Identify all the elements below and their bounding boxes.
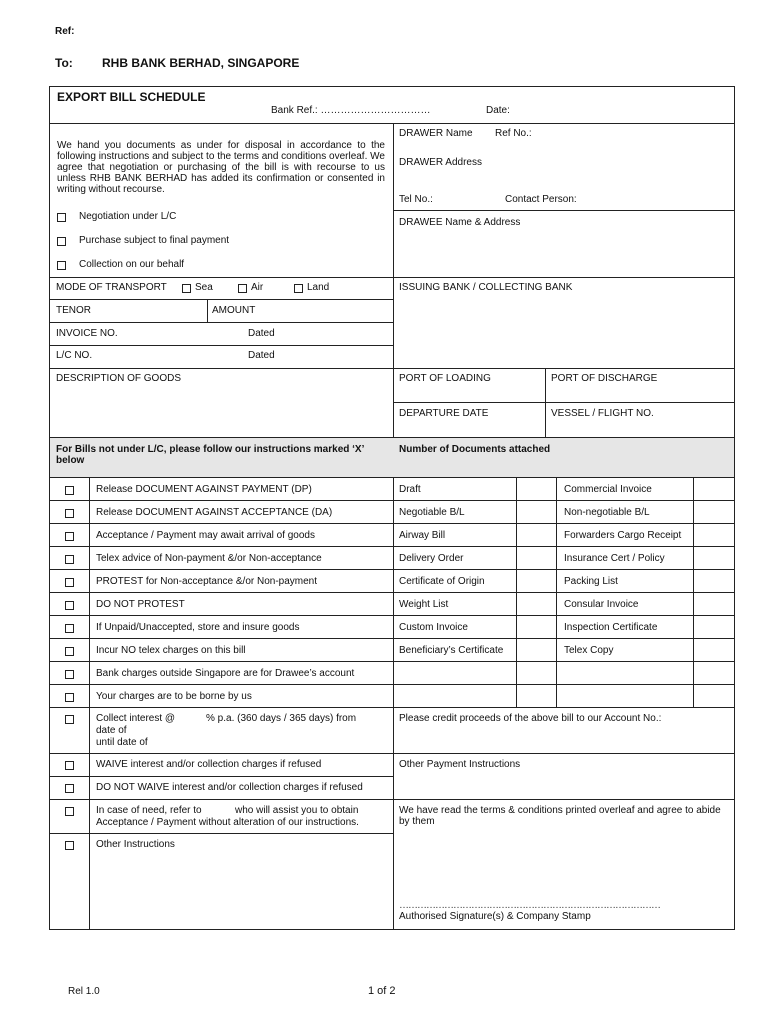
credit-proceeds-field[interactable]: Please credit proceeds of the above bill to our Account No.: [399,713,662,724]
instruction-label: Your charges are to be borne by us [96,691,252,702]
instruction-label: Release DOCUMENT AGAINST ACCEPTANCE (DA) [96,507,333,518]
other-instructions-checkbox[interactable] [65,841,74,850]
document-label: Telex Copy [564,645,614,656]
instruction-label: Incur NO telex charges on this bill [96,645,246,656]
instruction-checkbox[interactable] [65,555,74,564]
document-label: Packing List [564,576,618,587]
document-label: Inspection Certificate [564,622,658,633]
air-label: Air [251,282,264,293]
description-field[interactable]: DESCRIPTION OF GOODS [56,373,182,384]
page-number: 1 of 2 [368,985,396,997]
document-label: Insurance Cert / Policy [564,553,665,564]
waive-label: WAIVE interest and/or collection charges if refused [96,759,322,770]
instruction-checkbox[interactable] [65,601,74,610]
drawer-name-field[interactable]: DRAWER Name [399,128,473,139]
schedule-title: EXPORT BILL SCHEDULE [57,90,206,104]
ref-no-field[interactable]: Ref No.: [495,128,532,139]
date-field[interactable]: Date: [486,105,510,116]
case-of-need-line2: Acceptance / Payment without alteration of our instructions. [96,817,359,828]
land-label: Land [307,282,330,293]
instruction-checkbox[interactable] [65,578,74,587]
invoice-dated-field[interactable]: Dated [248,328,275,339]
amount-field[interactable]: AMOUNT [212,305,256,316]
documents-header: Number of Documents attached [399,444,551,455]
to-label: To: [55,56,73,70]
instruction-label: Release DOCUMENT AGAINST PAYMENT (DP) [96,484,312,495]
agreement-text: We have read the terms & conditions printed overleaf and agree to abide by them [399,805,721,827]
drawer-address-field[interactable]: DRAWER Address [399,157,482,168]
vessel-field[interactable]: VESSEL / FLIGHT NO. [551,408,654,419]
instruction-checkbox[interactable] [65,532,74,541]
collection-checkbox[interactable] [57,261,66,270]
air-checkbox[interactable] [238,284,247,293]
departure-date-field[interactable]: DEPARTURE DATE [399,408,489,419]
document-label: Weight List [399,599,449,610]
instruction-label: Acceptance / Payment may await arrival of goods [96,530,315,541]
interest-checkbox[interactable] [65,715,74,724]
ref-label: Ref: [55,26,75,37]
interest-line2: date of [96,725,127,736]
document-label: Certificate of Origin [399,576,485,587]
document-label: Beneficiary’s Certificate [399,645,504,656]
document-label: Custom Invoice [399,622,468,633]
invoice-no-field[interactable]: INVOICE NO. [56,328,118,339]
contact-person-field[interactable]: Contact Person: [505,194,577,205]
land-checkbox[interactable] [294,284,303,293]
sea-label: Sea [195,282,213,293]
signature-label: Authorised Signature(s) & Company Stamp [399,911,591,922]
instruction-label: Telex advice of Non-payment &/or Non-acceptance [96,553,322,564]
instruction-checkbox[interactable] [65,509,74,518]
tenor-field[interactable]: TENOR [56,305,91,316]
case-of-need-checkbox[interactable] [65,807,74,816]
port-loading-field[interactable]: PORT OF LOADING [399,373,491,384]
instruction-label: If Unpaid/Unaccepted, store and insure goods [96,622,300,633]
interest-line1a: Collect interest @ [96,713,176,724]
port-discharge-field[interactable]: PORT OF DISCHARGE [551,373,658,384]
negotiation-label: Negotiation under L/C [79,211,177,222]
instruction-label: Bank charges outside Singapore are for Drawee’s account [96,668,355,679]
issuing-bank-field[interactable]: ISSUING BANK / COLLECTING BANK [399,282,573,293]
other-payment-field[interactable]: Other Payment Instructions [399,759,521,770]
case-of-need-line1a: In case of need, refer to [96,805,202,816]
signature-line[interactable]: …………………………………………………………………………… [399,900,660,911]
document-label: Commercial Invoice [564,484,652,495]
instruction-checkbox[interactable] [65,647,74,656]
document-label: Airway Bill [399,530,446,541]
to-bank-name: RHB BANK BERHAD, SINGAPORE [102,56,300,70]
document-label: Negotiable B/L [399,507,465,518]
interest-line3: until date of [96,737,148,748]
instruction-label: DO NOT PROTEST [96,599,185,610]
purchase-label: Purchase subject to final payment [79,235,230,246]
document-label: Forwarders Cargo Receipt [564,530,682,541]
negotiation-checkbox[interactable] [57,213,66,222]
other-instructions-label[interactable]: Other Instructions [96,839,175,850]
lc-no-field[interactable]: L/C NO. [56,350,93,361]
document-label: Non-negotiable B/L [564,507,650,518]
not-waive-checkbox[interactable] [65,784,74,793]
drawee-field[interactable]: DRAWEE Name & Address [399,217,521,228]
document-label: Delivery Order [399,553,464,564]
intro-text: We hand you documents as under for disposal in accordance to the following instructions and subject to the terms and conditions overleaf. We agree that negotiation or purchasing of the bill is with recourse to us unless RHB BANK BERHAD has added its confirmation or consented in writing without recourse. [57,140,385,195]
lc-dated-field[interactable]: Dated [248,350,275,361]
document-label: Consular Invoice [564,599,639,610]
not-waive-label: DO NOT WAIVE interest and/or collection charges if refused [96,782,363,793]
release-version: Rel 1.0 [68,986,100,997]
waive-checkbox[interactable] [65,761,74,770]
instruction-label: PROTEST for Non-acceptance &/or Non-payment [96,576,318,587]
instruction-checkbox[interactable] [65,693,74,702]
purchase-checkbox[interactable] [57,237,66,246]
interest-line1b: % p.a. (360 days / 365 days) from [206,713,357,724]
transport-label: MODE OF TRANSPORT [56,282,167,293]
collection-label: Collection on our behalf [79,259,185,270]
case-of-need-line1b: who will assist you to obtain [235,805,359,816]
bank-ref-field[interactable]: Bank Ref.: …………………………… [271,105,431,116]
document-label: Draft [399,484,421,495]
instruction-checkbox[interactable] [65,486,74,495]
instruction-checkbox[interactable] [65,624,74,633]
tel-no-field[interactable]: Tel No.: [399,194,433,205]
instruction-checkbox[interactable] [65,670,74,679]
sea-checkbox[interactable] [182,284,191,293]
instructions-header: For Bills not under L/C, please follow our instructions marked ‘X’ below [56,444,364,466]
